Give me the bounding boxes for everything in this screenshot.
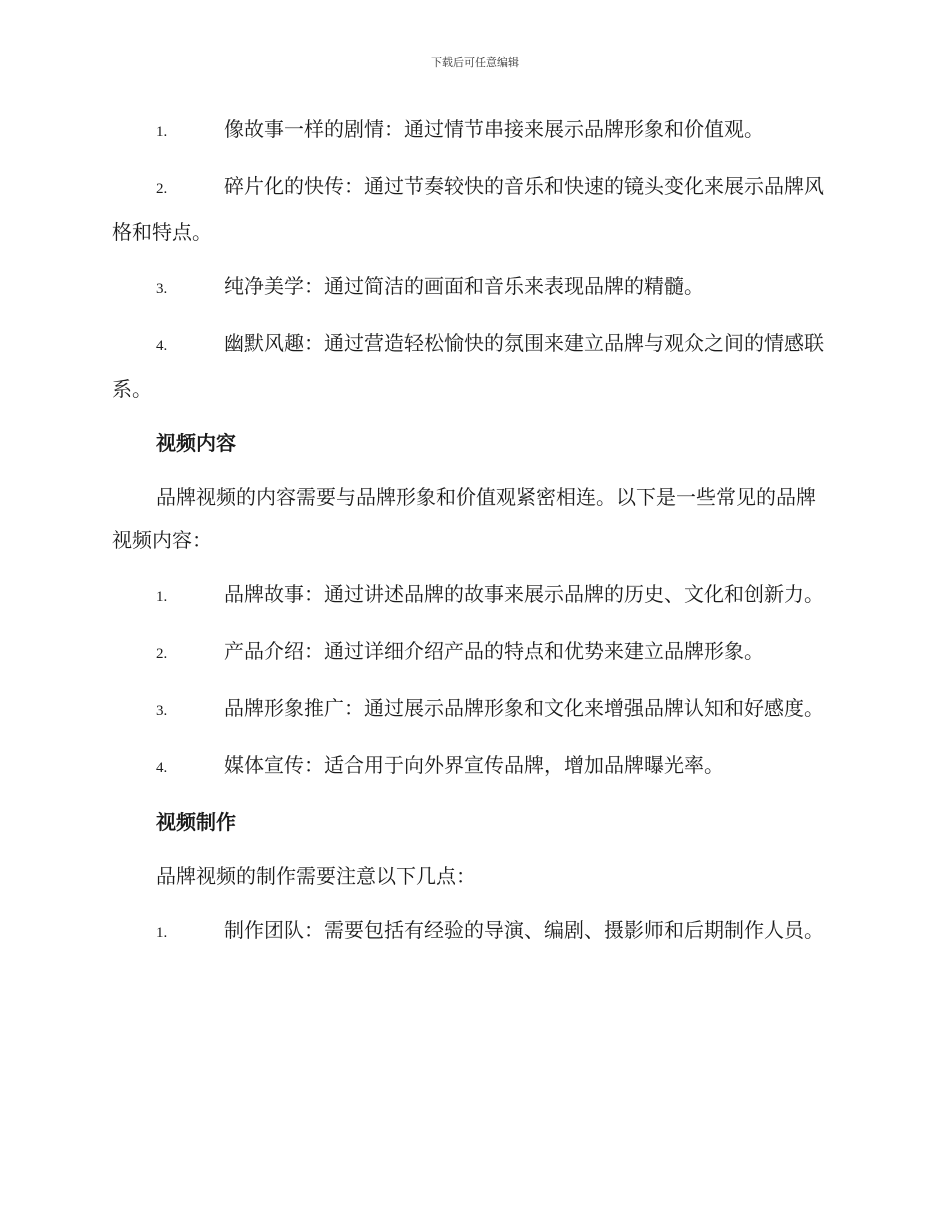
list-text: 纯净美学：通过简洁的画面和音乐来表现品牌的精髓。 (224, 274, 704, 298)
list-number: 3. (156, 703, 168, 719)
list-item-production-1 (112, 909, 834, 955)
list-text: 产品介绍：通过详细介绍产品的特点和优势来建立品牌形象。 (224, 639, 764, 663)
list-text: 像故事一样的剧情：通过情节串接来展示品牌形象和价值观。 (224, 117, 764, 141)
list-text: 碎片化的快传：通过节奏较快的音乐和快速的镜头变化来展示品牌风格和特点。 (112, 174, 824, 244)
list-number: 3. (156, 281, 168, 297)
section-intro-production: 品牌视频的制作需要注意以下几点： (156, 864, 476, 888)
list-item-content-1 (112, 573, 834, 619)
list-item-style-1 (112, 108, 834, 154)
list-number: 1. (156, 589, 168, 605)
list-number: 4. (156, 338, 168, 354)
document-body (112, 108, 834, 966)
section-intro-content: 品牌视频的内容需要与品牌形象和价值观紧密相连。以下是一些常见的品牌视频内容： (112, 485, 816, 552)
list-text: 幽默风趣：通过营造轻松愉快的氛围来建立品牌与观众之间的情感联系。 (112, 331, 824, 401)
list-item-content-4 (112, 744, 834, 790)
list-text: 品牌故事：通过讲述品牌的故事来展示品牌的历史、文化和创新力。 (224, 582, 824, 606)
page-header: 下载后可任意编辑 (431, 56, 519, 69)
list-number: 2. (156, 646, 168, 662)
list-text: 品牌形象推广：通过展示品牌形象和文化来增强品牌认知和好感度。 (224, 696, 824, 720)
list-text: 媒体宣传：适合用于向外界宣传品牌，增加品牌曝光率。 (224, 753, 724, 777)
list-item-style-3 (112, 265, 834, 311)
list-text: 制作团队：需要包括有经验的导演、编剧、摄影师和后期制作人员。 (224, 918, 824, 942)
list-number: 1. (156, 124, 168, 140)
list-item-content-2 (112, 630, 834, 676)
list-item-content-3 (112, 687, 834, 733)
section-heading-production: 视频制作 (156, 810, 236, 834)
list-number: 2. (156, 181, 168, 197)
list-item-style-2 (112, 165, 834, 254)
list-item-style-4 (112, 322, 834, 411)
list-number: 1. (156, 925, 168, 941)
section-heading-content: 视频内容 (156, 431, 236, 455)
list-number: 4. (156, 760, 168, 776)
